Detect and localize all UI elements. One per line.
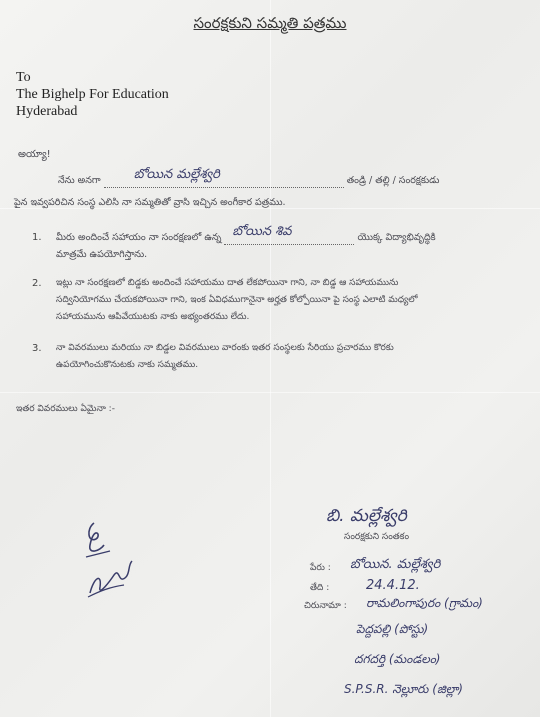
guardian-signature-handwritten: బి. మల్లేశ్వరి bbox=[326, 506, 407, 526]
intro-line-2: పైన ఇవ్వపరిచిన సంస్థ ఎలిసి నా సమ్మతితో వ్రాసి ఇచ్చిన అంగీకార పత్రము. bbox=[14, 197, 286, 208]
address-line-village: రామలింగాపురం (గ్రామం) bbox=[366, 596, 483, 610]
recipient-to: To bbox=[16, 70, 31, 85]
address-line-post: పెద్దపల్లి (పోస్టు) bbox=[356, 622, 429, 636]
name-value-handwritten: బోయిన. మల్లేశ్వరి bbox=[350, 557, 441, 572]
intro-prefix: నేను అనగా bbox=[58, 175, 101, 186]
recipient-city: Hyderabad bbox=[16, 104, 78, 119]
clause-3-number: 3. bbox=[32, 343, 42, 354]
recipient-org: The Bighelp For Education bbox=[16, 87, 169, 102]
clause-1-suffix: యొక్క విద్యాభివృద్ధికి bbox=[357, 232, 436, 243]
intro-line bbox=[58, 167, 440, 188]
document-title: సంరక్షకుని సమ్మతి పత్రము bbox=[193, 14, 347, 32]
initials-signature-scribble bbox=[80, 515, 150, 605]
clause-3-line-2: ఉపయోగించుకొనుటకు నాకు సమ్మతము. bbox=[56, 360, 199, 370]
date-value-handwritten: 24.4.12. bbox=[366, 578, 420, 593]
clause-3-line-1: నా వివరములు మరియు నా బిడ్డల వివరములు వారంకు ఇతర సంస్థలకు సేరియు ప్రచారము కొరకు bbox=[56, 343, 394, 353]
clause-1-line-1 bbox=[56, 224, 436, 245]
clause-2-line-3: సహాయమును ఆపివేయుటకు నాకు అభ్యంతరము లేదు. bbox=[56, 312, 250, 322]
guardian-name-blank bbox=[104, 167, 344, 188]
guardian-name-handwritten: బోయిన మల్లేశ్వరి bbox=[133, 167, 220, 182]
date-label: తేది : bbox=[310, 583, 330, 593]
other-details-label: ఇతర వివరములు ఏమైనా :- bbox=[16, 404, 115, 414]
intro-suffix: తండ్రి / తల్లి / సంరక్షకుడు bbox=[346, 175, 440, 186]
child-name-blank bbox=[224, 224, 354, 245]
address-label: చిరునామా : bbox=[304, 601, 347, 611]
clause-2-line-2: సద్వినియోగము చేయకపోయినా గాని, ఇంక ఏవిధముగానైనా అర్హత కోల్పోయినా పై సంస్థ ఎలాటి మధ్యలో bbox=[56, 295, 418, 305]
clause-1-line-2: మాత్రమే ఉపయోగిస్తాను. bbox=[56, 249, 148, 260]
child-name-handwritten: బోయిన శివ bbox=[232, 224, 292, 239]
clause-1-number: 1. bbox=[32, 232, 42, 243]
guardian-signature-label: సంరక్షకుని సంతకం bbox=[344, 532, 410, 542]
clause-2-line-1: ఇట్లు నా సంరక్షణలో బిడ్డకు అందించే సహాయము దాత లేకపోయినా గాని, నా బిడ్డ ఆ సహాయమును bbox=[56, 278, 399, 288]
name-label: పేరు : bbox=[310, 563, 331, 573]
clause-2-number: 2. bbox=[32, 278, 42, 289]
clause-1-prefix: మీరు అందించే సహాయం నా సంరక్షణలో ఉన్న bbox=[56, 232, 222, 243]
address-line-district: S.P.S.R. నెల్లూరు (జిల్లా) bbox=[344, 682, 463, 696]
paper-crease bbox=[270, 0, 271, 717]
salutation: అయ్యా! bbox=[18, 149, 51, 160]
address-line-mandal: దగదర్తి (మండలం) bbox=[354, 652, 441, 666]
